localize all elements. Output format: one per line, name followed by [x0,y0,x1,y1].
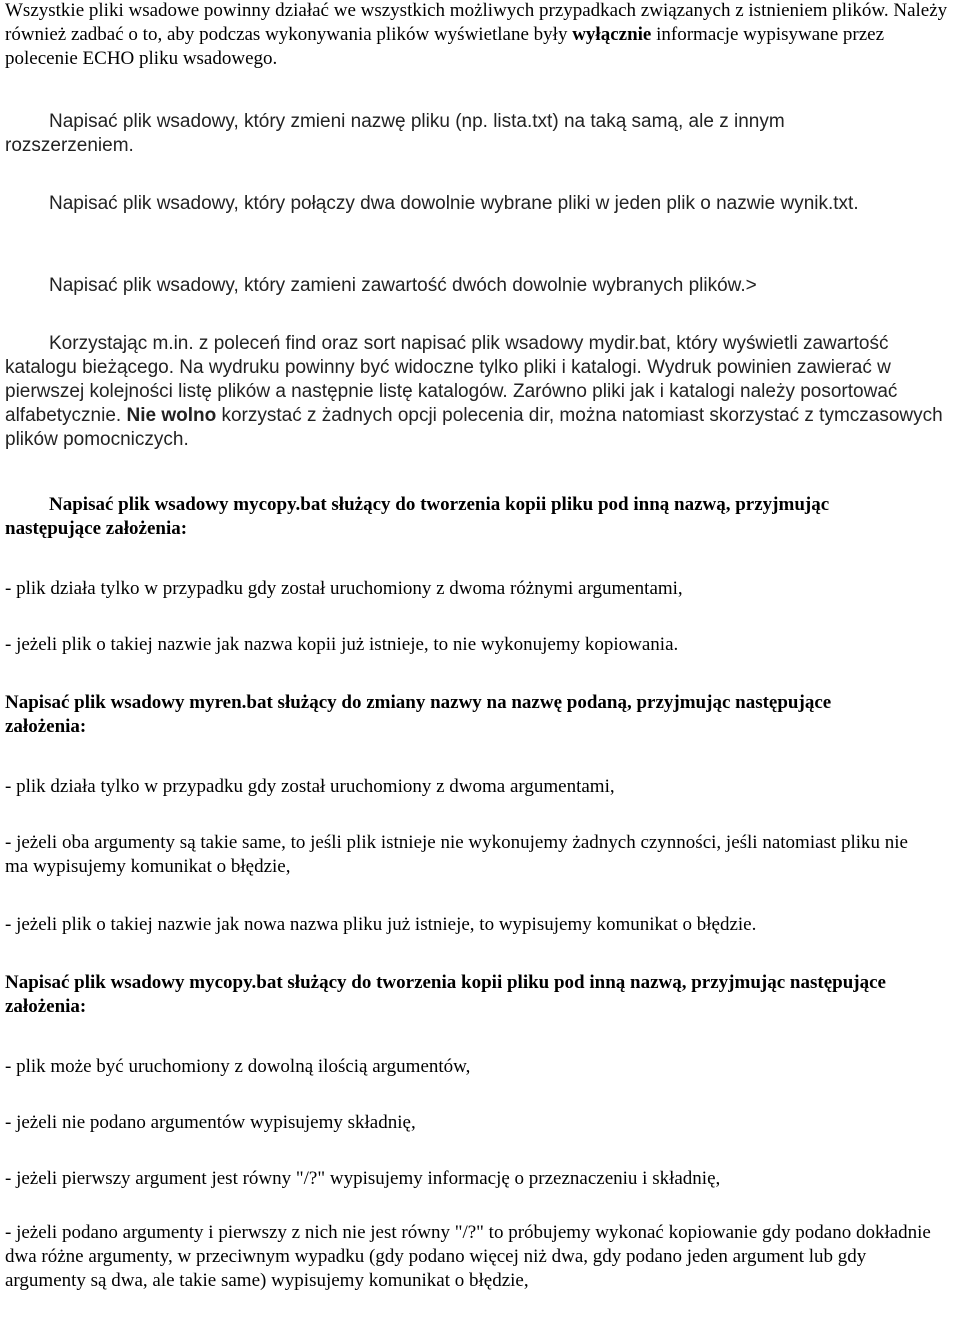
mydir-text-3: korzystać z żadnych opcji polecenia dir, można natomiast skorzystać z tymczasowych plików pomocniczych. [5,405,943,450]
myren-heading [5,691,905,739]
mydir-emphasis: Nie wolno [126,405,217,426]
mycopy1-item-1: - plik działa tylko w przypadku gdy został uruchomiony z dwoma różnymi argumentami, [5,578,683,599]
mydir-text-2: Wydruk powinien zawierać w pierwszej kolejności listę plików a następnie listę katalogów. Zarówno pliki jak i katalogi należy posortować alfabetycznie. [5,357,898,426]
task-rename-extension: Napisać plik wsadowy, który zmieni nazwę pliku (np. lista.txt) na taką samą, ale z innym rozszerzeniem. [5,111,785,156]
myren-item-3: - jeżeli plik o takiej nazwie jak nowa nazwa pliku już istnieje, to wypisujemy komunikat o błędzie. [5,914,757,935]
myren-heading-text: Napisać plik wsadowy myren.bat służący do zmiany nazwy na nazwę podaną, przyjmując następujące założenia: [5,692,832,737]
task-swap-contents: Napisać plik wsadowy, który zamieni zawartość dwóch dowolnie wybranych plików.> [49,275,757,296]
myren-item-2: - jeżeli oba argumenty są takie same, to jeśli plik istnieje nie wykonujemy żadnych czynności, jeśli natomiast pliku nie ma wypisujemy komunikat o błędzie, [5,832,908,877]
intro-paragraph [5,0,957,71]
mycopy2-item-1: - plik może być uruchomiony z dowolną ilością argumentów, [5,1056,471,1077]
mycopy2-item-4: - jeżeli podano argumenty i pierwszy z nich nie jest równy "/?" to próbujemy wykonać kopiowanie gdy podano dokładnie dwa różne argumenty, w przeciwnym wypadku (gdy podano więcej niż dwa, gdy podano jeden argument lub gdy argumenty są dwa, ale takie same) wypisujemy komunikat o błędzie, [5,1222,931,1291]
task-mydir [5,332,957,452]
mycopy1-item-2: - jeżeli plik o takiej nazwie jak nazwa kopii już istnieje, to nie wykonujemy kopiowania. [5,634,679,655]
mycopy1-heading-text: Napisać plik wsadowy mycopy.bat służący do tworzenia kopii pliku pod inną nazwą, przyjmując następujące założenia: [5,494,830,539]
mycopy2-heading [5,971,957,1019]
mycopy2-item-3: - jeżeli pierwszy argument jest równy "/?" wypisujemy informację o przeznaczeniu i składnię, [5,1168,721,1189]
mycopy2-item-2: - jeżeli nie podano argumentów wypisujemy składnię, [5,1112,416,1133]
mycopy1-heading [5,493,905,541]
intro-text-2: informacje wypisywane przez polecenie ECHO pliku wsadowego. [5,24,885,69]
task-merge-files: Napisać plik wsadowy, który połączy dwa dowolnie wybrane pliki w jeden plik o nazwie wynik.txt. [49,193,859,214]
myren-item-1: - plik działa tylko w przypadku gdy został uruchomiony z dwoma argumentami, [5,776,615,797]
intro-text-1: Wszystkie pliki wsadowe powinny działać we wszystkich możliwych przypadkach związanych z istnieniem plików. Należy również zadbać o to, aby podczas wykonywania plików wyświetlane były [5,0,948,45]
mycopy2-heading-text: Napisać plik wsadowy mycopy.bat służący do tworzenia kopii pliku pod inną nazwą, przyjmując następujące założenia: [5,972,886,1017]
intro-emphasis: wyłącznie [572,24,652,45]
mydir-text-1: Korzystając m.in. z poleceń find oraz sort napisać plik wsadowy mydir.bat, który wyświetli zawartość katalogu bieżącego. Na wydruku powinny być widoczne tylko pliki i katalogi. [5,333,889,378]
